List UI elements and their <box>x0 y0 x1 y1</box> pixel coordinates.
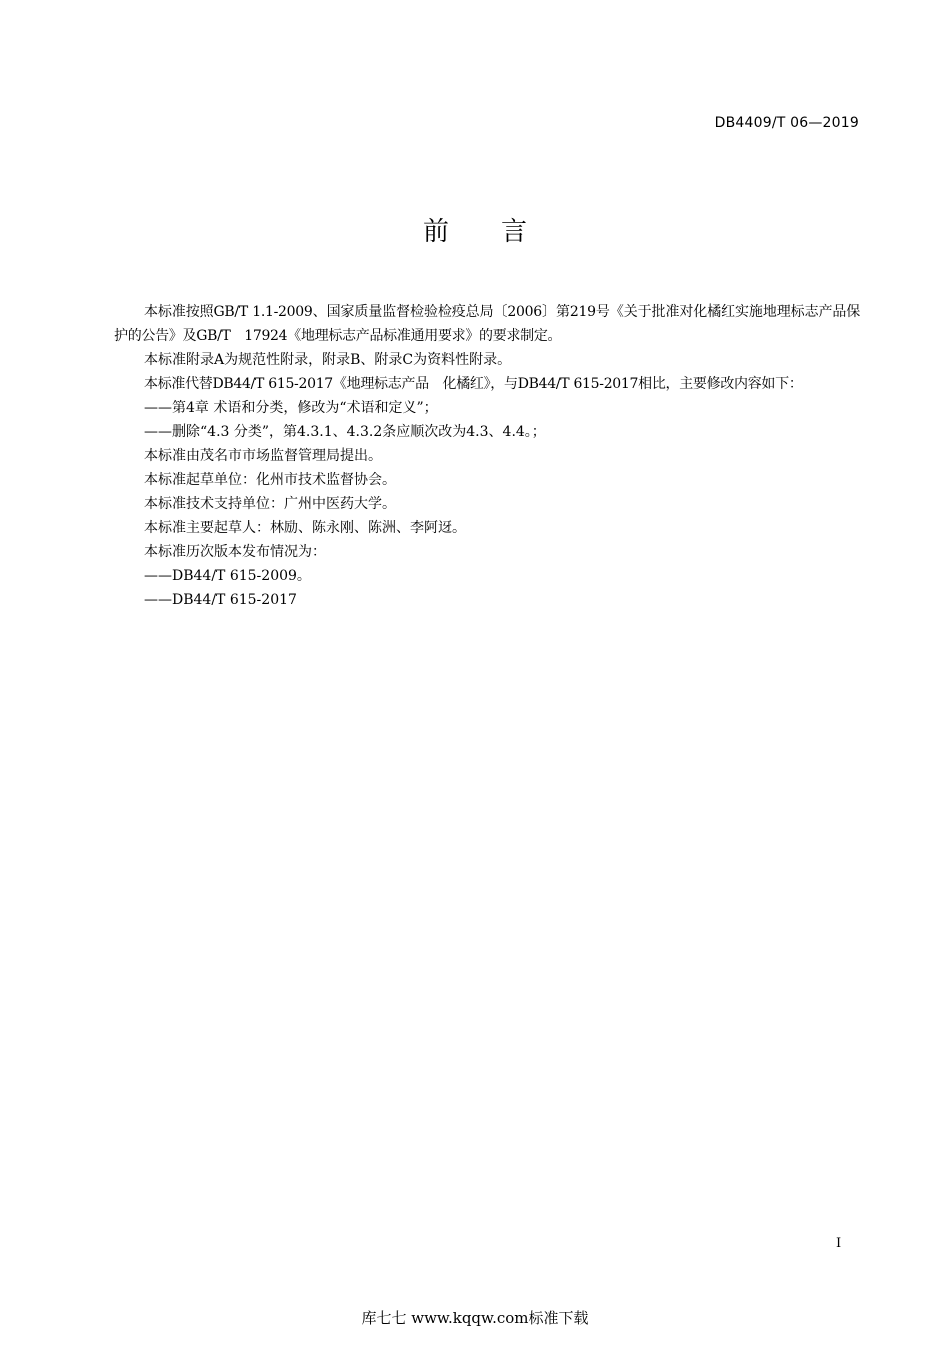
paragraph-change-2: ——删除“4.3 分类”，第4.3.1、4.3.2条应顺次改为4.3、4.4。； <box>144 424 546 440</box>
paragraph-basis: 本标准按照GB/T 1.1-2009、国家质量监督检验检疫总局〔2006〕第219号《关于批准对化橘红实施地理标志产品保护的公告》及GB/T 17924《地理标志产品标准通用要求》的要求制定。 <box>114 304 860 344</box>
page-title: 前 言 <box>422 217 527 247</box>
footer-watermark: 库七七 www.kqqw.com标准下载 <box>361 1309 589 1327</box>
paragraph-replaces: 本标准代替DB44/T 615-2017《地理标志产品 化橘红》，与DB44/T 615-2017相比，主要修改内容如下： <box>144 376 803 392</box>
paragraph-proposer: 本标准由茂名市市场监督管理局提出。 <box>144 448 382 464</box>
paragraph-history-2017: ——DB44/T 615-2017 <box>144 592 297 608</box>
document-body <box>114 300 860 612</box>
standard-code: DB4409/T 06—2019 <box>714 115 859 131</box>
paragraph-history-intro: 本标准历次版本发布情况为： <box>144 544 326 560</box>
page-number: I <box>836 1236 842 1251</box>
paragraph-history-2009: ——DB44/T 615-2009。 <box>144 568 311 584</box>
paragraph-change-1: ——第4章 术语和分类，修改为“术语和定义”； <box>144 400 438 416</box>
paragraph-support-unit: 本标准技术支持单位：广州中医药大学。 <box>144 496 396 512</box>
paragraph-drafting-unit: 本标准起草单位：化州市技术监督协会。 <box>144 472 396 488</box>
paragraph-drafters: 本标准主要起草人：林励、陈永刚、陈洲、李阿迓。 <box>144 520 466 536</box>
paragraph-appendix: 本标准附录A为规范性附录，附录B、附录C为资料性附录。 <box>144 352 512 368</box>
